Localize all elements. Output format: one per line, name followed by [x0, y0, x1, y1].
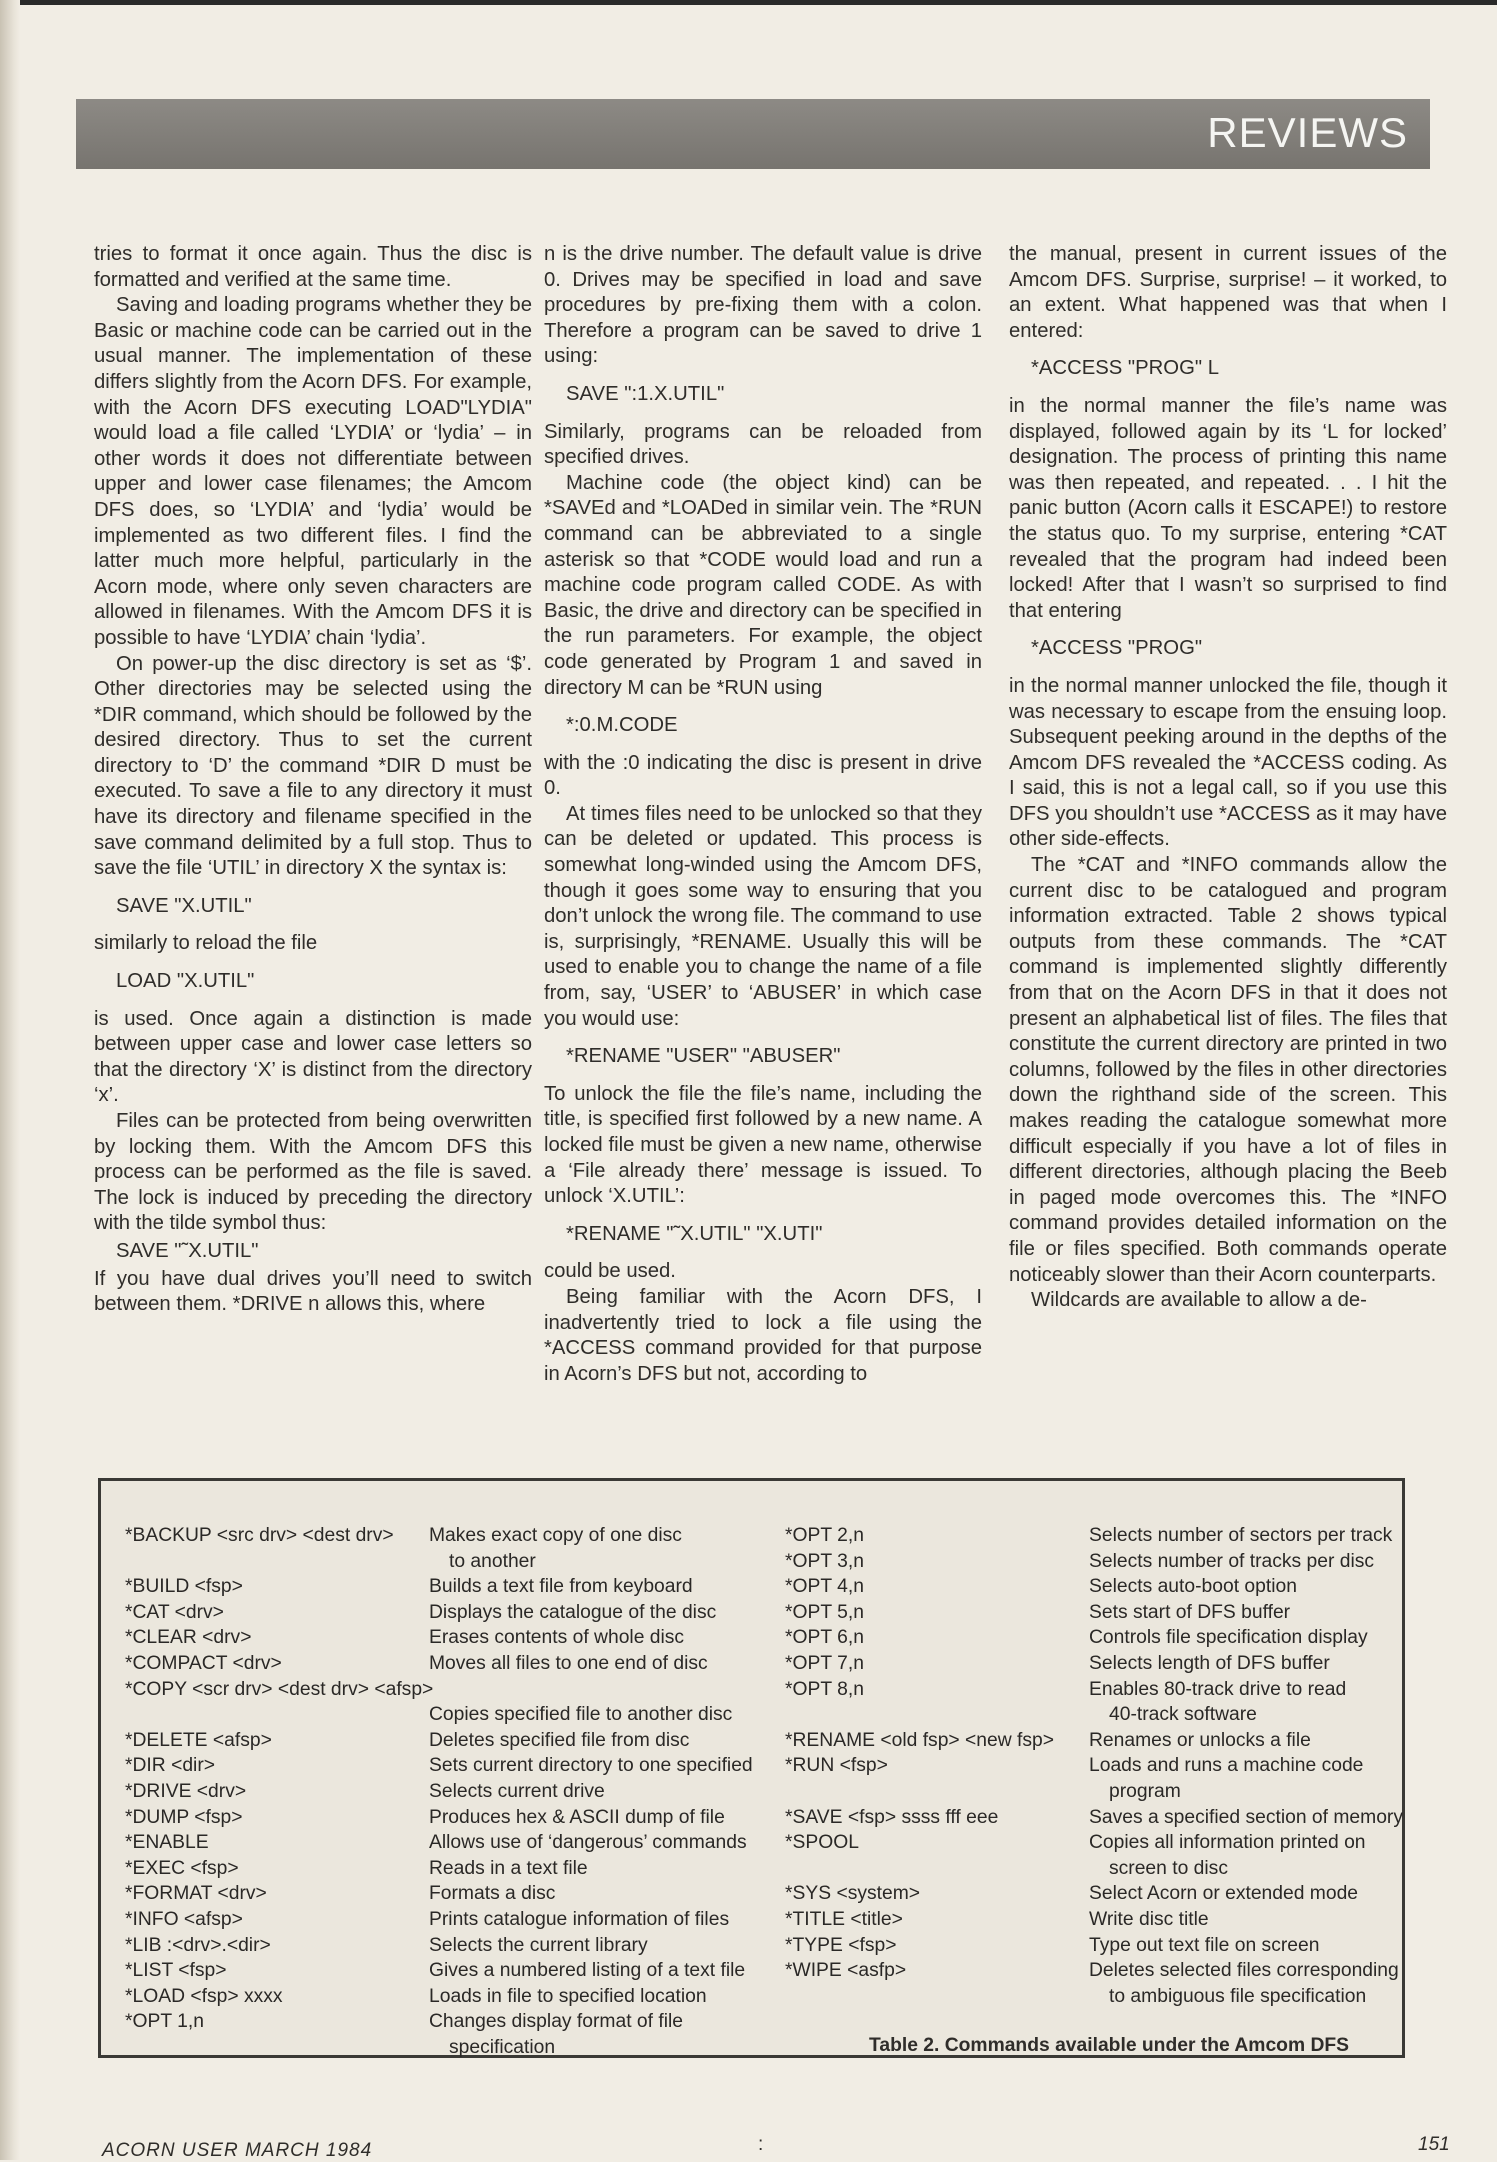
article-column-1	[94, 242, 532, 1318]
command-description-text: Formats a disc	[429, 1883, 556, 1905]
command-description	[429, 1523, 682, 1574]
command-row	[125, 1830, 765, 1856]
command-description-text: Renames or unlocks a file	[1089, 1729, 1311, 1751]
command-description	[1089, 1549, 1374, 1575]
code-example: *RENAME "˜X.UTIL" "X.UTI"	[566, 1222, 823, 1245]
command-row	[785, 1677, 1405, 1728]
command-description-text: Reads in a text file	[429, 1857, 588, 1879]
command-row	[125, 1677, 765, 1703]
command-description	[1089, 1574, 1297, 1600]
command-description-text: Select Acorn or extended mode	[1089, 1883, 1359, 1905]
command-name: *DRIVE <drv>	[125, 1780, 247, 1802]
command-row	[125, 1933, 765, 1959]
command-description-text: Loads and runs a machine code	[1089, 1755, 1364, 1777]
command-name: *TYPE <fsp>	[785, 1934, 897, 1956]
command-description-text: Selects length of DFS buffer	[1089, 1652, 1330, 1674]
command-description	[429, 1574, 693, 1600]
article-paragraph: If you have dual drives you’ll need to switch between them. *DRIVE n allows this, where	[94, 1267, 532, 1316]
command-name: *EXEC <fsp>	[125, 1857, 239, 1879]
command-description	[1089, 1933, 1319, 1959]
command-description	[1089, 1523, 1392, 1549]
code-example: *RENAME "USER" "ABUSER"	[566, 1045, 841, 1068]
command-description-text: Type out text file on screen	[1089, 1934, 1320, 1956]
command-name: *BACKUP <src drv> <dest drv>	[125, 1525, 394, 1546]
command-name: *WIPE <asfp>	[785, 1960, 907, 1982]
command-row	[125, 1958, 765, 1984]
command-description	[429, 1984, 707, 2010]
command-name: *CAT <drv>	[125, 1601, 224, 1623]
command-name: *LIB :<drv>.<dir>	[125, 1934, 271, 1956]
command-row	[125, 1728, 765, 1754]
commands-table-left-column	[125, 1523, 765, 2060]
article-paragraph: similarly to reload the file	[94, 932, 318, 955]
command-row	[125, 1984, 765, 2010]
command-description	[429, 2009, 683, 2060]
article-paragraph: Similarly, programs can be reloaded from specified drives.	[544, 420, 982, 469]
command-name: *RENAME <old fsp> <new fsp>	[785, 1729, 1055, 1751]
command-row	[785, 1549, 1405, 1575]
command-description-text: Erases contents of whole disc	[429, 1627, 685, 1649]
article-paragraph: The *CAT and *INFO commands allow the current disc to be catalogued and program information extracted. Table 2 shows typical outputs from these commands. The *CAT command is implemented slightly differently from that on the Acorn DFS in that it does not present an alphabetical list of files. The files that constitute the current directory are printed in two columns, followed by the files in other directories down the righthand side of the screen. This makes reading the catalogue somewhat more difficult especially if you have a lot of files in different directories, although placing the Beeb in paged mode overcomes this. The *INFO command provides detailed information on the file or files specified. Both commands operate noticeably slower than their Acorn counterparts.	[1009, 854, 1447, 1286]
command-name: *LIST <fsp>	[125, 1960, 227, 1982]
command-name: *BUILD <fsp>	[125, 1576, 243, 1598]
command-description-text: Displays the catalogue of the disc	[429, 1601, 717, 1623]
command-description	[1089, 1753, 1363, 1804]
command-description	[1089, 1651, 1330, 1677]
article-paragraph: could be used.	[544, 1260, 676, 1283]
article-paragraph: is used. Once again a distinction is made between upper case and lower case letters so that the directory ‘X’ is distinct from the directory ‘x’.	[94, 1007, 532, 1107]
command-description-text: Copies specified file to another disc	[429, 1704, 733, 1726]
code-example: SAVE ":1.X.UTIL"	[566, 382, 725, 405]
command-name: *OPT 6,n	[785, 1627, 864, 1649]
command-row	[125, 1805, 765, 1831]
article-paragraph: in the normal manner unlocked the file, though it was necessary to escape from the ensuing loop. Subsequent peeking around in the depths of the Amcom DFS revealed the *ACCESS coding. As I said, this is not a legal call, so if you use this DFS you shouldn’t use *ACCESS as it may have other side-effects.	[1009, 674, 1447, 851]
command-row	[785, 1881, 1405, 1907]
article-paragraph: tries to format it once again. Thus the disc is formatted and verified at the same time.	[94, 243, 532, 291]
command-description-text: Selects current drive	[429, 1780, 605, 1802]
command-description-text: Moves all files to one end of disc	[429, 1652, 708, 1674]
article-paragraph: the manual, present in current issues of the Amcom DFS. Surprise, surprise! – it worked, to an extent. What happened was that when I entered:	[1009, 243, 1447, 342]
section-title: REVIEWS	[1207, 109, 1408, 156]
command-description-text: Enables 80-track drive to read	[1089, 1678, 1347, 1700]
command-name: *SPOOL	[785, 1832, 859, 1854]
article-paragraph: in the normal manner the file’s name was displayed, followed again by its ‘L for locked’ designation. The process of printing this name was then repeated, and repeated. . . I hit the panic button (Acorn calls it ESCAPE!) to restore the status quo. To my surprise, entering *CAT revealed that the program had indeed been locked! After that I wasn’t so surprised to find that entering	[1009, 394, 1447, 622]
command-description-continuation: program	[1109, 1780, 1181, 1802]
command-name: *SYS <system>	[785, 1883, 921, 1905]
command-row	[785, 1600, 1405, 1626]
command-name: *OPT 7,n	[785, 1652, 864, 1674]
code-example: *ACCESS "PROG"	[1031, 637, 1203, 660]
command-description	[429, 1805, 725, 1831]
page-number: 151	[1418, 2134, 1450, 2155]
command-name: *DIR <dir>	[125, 1755, 216, 1777]
command-description	[429, 1907, 729, 1933]
command-name: *OPT 4,n	[785, 1576, 864, 1598]
command-description-text: Write disc title	[1089, 1908, 1209, 1930]
command-name	[125, 1702, 429, 1728]
command-row	[785, 1907, 1405, 1933]
command-description-text: Sets start of DFS buffer	[1089, 1601, 1291, 1623]
command-row	[125, 2009, 765, 2060]
command-description-text: Produces hex & ASCII dump of file	[429, 1806, 725, 1828]
command-description-text: Saves a specified section of memory	[1089, 1806, 1403, 1828]
command-row	[785, 1830, 1405, 1881]
command-description	[429, 1779, 605, 1805]
article-column-3	[1009, 242, 1447, 1314]
command-row	[125, 1625, 765, 1651]
command-description-text: Selects number of tracks per disc	[1089, 1550, 1375, 1572]
table-caption: Table 2. Commands available under the Amcom DFS	[869, 2035, 1350, 2056]
command-description	[1089, 1907, 1209, 1933]
command-description-continuation: specification	[449, 2036, 556, 2058]
command-description	[429, 1856, 588, 1882]
command-name: *INFO <afsp>	[125, 1908, 243, 1930]
command-description	[429, 1651, 708, 1677]
command-description	[429, 1958, 745, 1984]
code-example: *:0.M.CODE	[566, 714, 678, 737]
command-row	[785, 1523, 1405, 1549]
footer-center-mark: :	[758, 2134, 764, 2155]
command-description-text: Sets current directory to one specified	[429, 1755, 753, 1777]
article-paragraph: To unlock the file the file’s name, including the title, is specified first followed by a new name. A locked file must be given a new name, otherwise a ‘File already there’ message is issued. To unlock ‘X.UTIL’:	[544, 1082, 982, 1208]
command-description-text: Selects the current library	[429, 1934, 648, 1956]
command-row	[785, 1753, 1405, 1804]
command-name: *TITLE <title>	[785, 1908, 903, 1930]
article-paragraph: Wildcards are available to allow a de-	[1031, 1289, 1367, 1312]
command-description	[429, 1625, 684, 1651]
command-description-text: Loads in file to specified location	[429, 1985, 707, 2007]
command-description-text: Controls file specification display	[1089, 1627, 1368, 1649]
command-row	[125, 1881, 765, 1907]
command-name: *OPT 5,n	[785, 1601, 864, 1623]
command-description-text: Allows use of ‘dangerous’ commands	[429, 1832, 747, 1854]
command-description-continuation: 40-track software	[1109, 1704, 1257, 1726]
command-description	[1089, 1958, 1399, 2009]
command-description	[1089, 1830, 1366, 1881]
article-paragraph: Machine code (the object kind) can be *SAVEd and *LOADed in similar vein. The *RUN command can be abbreviated to a single asterisk so that *CODE would load and run a machine code program called CODE. As with Basic, the drive and directory can be specified in the run parameters. For example, the object code generated by Program 1 and saved in directory M can be *RUN using	[544, 471, 982, 699]
command-name: *CLEAR <drv>	[125, 1627, 252, 1649]
command-name: *FORMAT <drv>	[125, 1883, 267, 1905]
command-description-continuation: to another	[449, 1550, 536, 1572]
article-paragraph: Files can be protected from being overwritten by locking them. With the Amcom DFS this process can be performed as the file is saved. The lock is induced by preceding the directory with the tilde symbol thus:	[94, 1110, 532, 1235]
command-name: *OPT 2,n	[785, 1525, 864, 1546]
command-description	[429, 1728, 689, 1754]
command-description	[429, 1830, 747, 1856]
command-row	[785, 1574, 1405, 1600]
article-paragraph: with the :0 indicating the disc is present in drive 0.	[544, 751, 982, 800]
command-name: *COPY <scr drv> <dest drv> <afsp>	[125, 1678, 434, 1700]
footer-publication: ACORN USER MARCH 1984	[102, 2140, 373, 2161]
page-spine-shadow	[0, 0, 20, 2160]
command-description-text: Deletes specified file from disc	[429, 1729, 690, 1751]
command-row	[125, 1753, 765, 1779]
command-row	[785, 1651, 1405, 1677]
section-banner	[76, 99, 1430, 169]
command-description-text: Selects auto-boot option	[1089, 1576, 1297, 1598]
command-row	[125, 1523, 765, 1574]
code-example: *ACCESS "PROG" L	[1031, 357, 1219, 380]
code-example: SAVE "˜X.UTIL"	[116, 1239, 259, 1262]
command-description-text: Makes exact copy of one disc	[429, 1525, 682, 1546]
command-row	[785, 1625, 1405, 1651]
article-paragraph: Being familiar with the Acorn DFS, I inadvertently tried to lock a file using the *ACCESS command provided for that purpose in Acorn’s DFS but not, according to	[544, 1285, 982, 1385]
command-name: *OPT 1,n	[125, 2011, 204, 2033]
command-description-continuation: screen to disc	[1109, 1857, 1228, 1879]
command-row	[785, 1728, 1405, 1754]
command-description-text: Deletes selected files corresponding	[1089, 1960, 1399, 1982]
command-row	[125, 1574, 765, 1600]
command-row	[125, 1702, 765, 1728]
command-row	[125, 1779, 765, 1805]
commands-table-right-column	[785, 1523, 1405, 2009]
top-edge-rule	[0, 0, 1497, 5]
command-name: *ENABLE	[125, 1832, 209, 1854]
commands-table	[98, 1478, 1405, 2058]
command-name: *DUMP <fsp>	[125, 1806, 243, 1828]
command-name: *OPT 8,n	[785, 1678, 864, 1700]
command-description-text: Builds a text file from keyboard	[429, 1576, 693, 1598]
command-name: *RUN <fsp>	[785, 1755, 888, 1777]
command-description	[1089, 1728, 1311, 1754]
command-description	[429, 1881, 555, 1907]
article-paragraph: n is the drive number. The default value is drive 0. Drives may be specified in load and save procedures by pre-fixing them with a colon. Therefore a program can be saved to drive 1 using:	[544, 243, 982, 368]
command-description	[429, 1600, 716, 1626]
command-description	[1089, 1881, 1358, 1907]
command-description-text: Prints catalogue information of files	[429, 1908, 730, 1930]
command-row	[785, 1933, 1405, 1959]
command-name: *SAVE <fsp> ssss fff eee	[785, 1806, 999, 1828]
command-description-text: Copies all information printed on	[1089, 1832, 1366, 1854]
command-description-text: Selects number of sectors per track	[1089, 1525, 1393, 1546]
command-description	[429, 1702, 732, 1728]
command-description	[1089, 1600, 1290, 1626]
command-row	[125, 1856, 765, 1882]
command-row	[125, 1907, 765, 1933]
article-paragraph: At times files need to be unlocked so that they can be deleted or updated. This process is somewhat long-winded using the Amcom DFS, though it goes some way to ensuring that you don’t unlock the wrong file. The command to use is, surprisingly, *RENAME. Usually this will be used to enable you to change the name of a file from, say, ‘USER’ to ‘ABUSER’ in which case you would use:	[544, 802, 982, 1030]
article-paragraph: Saving and loading programs whether they be Basic or machine code can be carried out in the usual manner. The implementation of these differs slightly from the Acorn DFS. For example, with the Acorn DFS executing LOAD"LYDIA" would load a file called ‘LYDIA’ or ‘lydia’ – in other words it does not differentiate between upper and lower case filenames; the Amcom DFS does, so ‘LYDIA’ and ‘lydia’ would be implemented as two different files. I find the latter much more helpful, particularly in the Acorn mode, where only seven characters are allowed in filenames. With the Amcom DFS it is possible to have ‘LYDIA’ chain ‘lydia’.	[94, 294, 532, 649]
command-name: *OPT 3,n	[785, 1550, 864, 1572]
command-row	[785, 1805, 1405, 1831]
command-description	[1089, 1805, 1403, 1831]
command-row	[785, 1958, 1405, 2009]
code-example: LOAD "X.UTIL"	[116, 970, 255, 993]
command-description	[429, 1933, 648, 1959]
command-row	[125, 1600, 765, 1626]
article-paragraph: On power-up the disc directory is set as ‘$’. Other directories may be selected using the *DIR command, which should be followed by the desired directory. Thus to set the current directory to ‘D’ the command *DIR D must be executed. To save a file to any directory it must have its directory and filename specified in the save command delimited by a full stop. Thus to save the file ‘UTIL’ in directory X the syntax is:	[94, 652, 532, 880]
command-description	[1089, 1677, 1346, 1728]
command-name: *LOAD <fsp> xxxx	[125, 1985, 283, 2007]
article-column-2	[544, 242, 982, 1387]
command-description-text: Gives a numbered listing of a text file	[429, 1960, 746, 1982]
command-name: *COMPACT <drv>	[125, 1652, 282, 1674]
command-description-continuation: to ambiguous file specification	[1109, 1985, 1367, 2007]
command-description	[429, 1753, 753, 1779]
code-example: SAVE "X.UTIL"	[116, 894, 252, 917]
command-description-text: Changes display format of file	[429, 2011, 683, 2033]
command-row	[125, 1651, 765, 1677]
command-name: *DELETE <afsp>	[125, 1729, 272, 1751]
command-description	[1089, 1625, 1368, 1651]
